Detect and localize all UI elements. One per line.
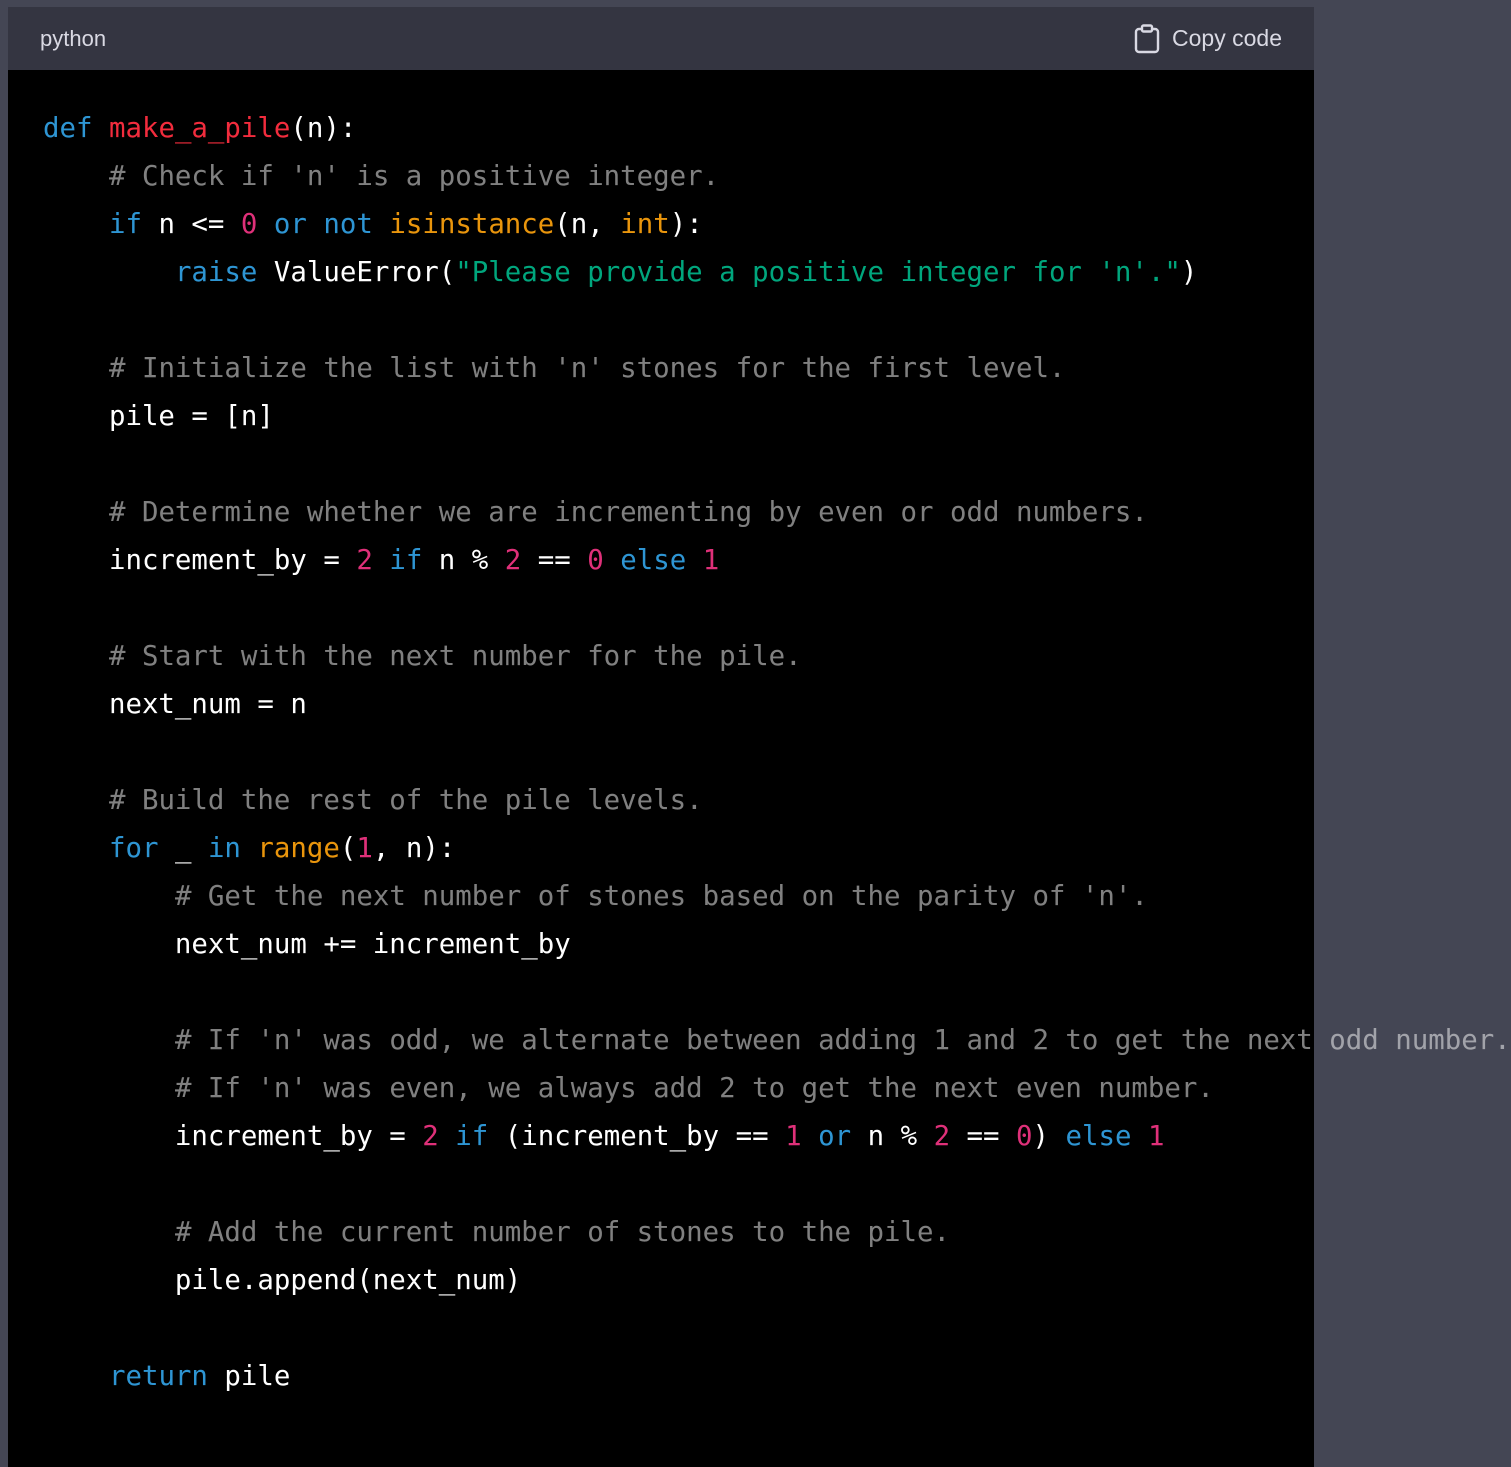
code-token: 2: [356, 545, 373, 576]
code-token: or: [273, 209, 307, 240]
code-token: return: [108, 1361, 208, 1392]
code-line: [43, 345, 1065, 393]
code-token: # If 'n' was odd, we alternate between adding 1 and 2 to get the next odd number.: [174, 1025, 1511, 1056]
code-line: [43, 1113, 1164, 1161]
code-token: [43, 1073, 175, 1104]
code-token: raise: [174, 257, 258, 288]
copy-code-button[interactable]: [1134, 24, 1282, 54]
code-token: [43, 257, 175, 288]
code-token: isinstance: [389, 209, 555, 240]
code-token: n <=: [141, 209, 241, 240]
code-token: pile = [n]: [43, 401, 274, 432]
code-token: next_num += increment_by: [43, 929, 571, 960]
code-token: , n):: [372, 833, 456, 864]
code-token: # Build the rest of the pile levels.: [108, 785, 703, 816]
code-token: make_a_pile: [108, 113, 291, 144]
code-token: [43, 209, 109, 240]
code-token: [43, 161, 109, 192]
code-token: _: [158, 833, 208, 864]
code-token: range: [257, 833, 340, 864]
code-line: [43, 681, 307, 729]
code-line: [43, 1017, 1511, 1065]
code-block: [8, 7, 1511, 1467]
code-token: # Check if 'n' is a positive integer.: [108, 161, 720, 192]
code-line: [43, 1065, 1214, 1113]
clipboard-icon: [1134, 24, 1160, 54]
code-line: [43, 249, 1197, 297]
code-line: [43, 201, 703, 249]
code-token: 2: [504, 545, 522, 576]
code-line: [43, 825, 455, 873]
code-line: [43, 633, 802, 681]
code-token: ): [1032, 1121, 1066, 1152]
code-token: (n):: [290, 113, 357, 144]
code-token: next_num = n: [43, 689, 307, 720]
copy-code-label: Copy code: [1172, 25, 1282, 51]
code-token: else: [1065, 1121, 1132, 1152]
code-token: n %: [851, 1121, 934, 1152]
code-token: [43, 1217, 175, 1248]
code-token: or: [818, 1121, 852, 1152]
code-token: [43, 497, 109, 528]
code-line: [43, 1257, 521, 1305]
code-line: [43, 537, 719, 585]
code-token: else: [620, 545, 687, 576]
code-line: [43, 777, 703, 825]
code-token: [241, 833, 258, 864]
code-token: # Start with the next number for the pile.: [108, 641, 802, 672]
code-token: increment_by =: [43, 1121, 423, 1152]
code-token: 0: [1016, 1121, 1033, 1152]
code-token: [802, 1121, 819, 1152]
code-token: [604, 545, 621, 576]
code-line: [43, 873, 1148, 921]
code-token: ValueError(: [257, 257, 456, 288]
code-token: [43, 1361, 109, 1392]
code-token: [43, 833, 109, 864]
code-line: [43, 393, 274, 441]
code-line: [43, 1209, 950, 1257]
code-token: ):: [669, 209, 703, 240]
code-token: (increment_by ==: [488, 1121, 786, 1152]
code-header: [8, 7, 1314, 70]
code-token: 1: [1147, 1121, 1165, 1152]
code-token: [686, 545, 703, 576]
code-line: [43, 489, 1148, 537]
code-token: [257, 209, 274, 240]
code-token: in: [207, 833, 241, 864]
code-token: 0: [240, 209, 258, 240]
code-token: [43, 785, 109, 816]
code-token: if: [389, 545, 423, 576]
code-line: [43, 105, 356, 153]
code-token: # Initialize the list with 'n' stones for the first level.: [108, 353, 1066, 384]
code-token: 2: [933, 1121, 951, 1152]
code-token: (: [339, 833, 357, 864]
code-token: (n,: [554, 209, 621, 240]
code-line: [43, 153, 719, 201]
code-line: [43, 921, 571, 969]
code-token: # If 'n' was even, we always add 2 to get the next even number.: [174, 1073, 1214, 1104]
code-token: 1: [356, 833, 373, 864]
code-token: ): [1180, 257, 1198, 288]
code-token: [373, 545, 390, 576]
code-token: if: [455, 1121, 489, 1152]
code-token: increment_by =: [43, 545, 357, 576]
code-token: [92, 113, 109, 144]
code-token: pile.append(next_num): [43, 1265, 522, 1296]
code-token: # Add the current number of stones to the pile.: [174, 1217, 950, 1248]
code-token: def: [43, 113, 93, 144]
language-label: python: [40, 25, 107, 51]
code-token: [1131, 1121, 1148, 1152]
code-token: # Determine whether we are incrementing by even or odd numbers.: [108, 497, 1148, 528]
code-token: for: [108, 833, 159, 864]
code-token: n %: [422, 545, 505, 576]
code-token: [307, 209, 324, 240]
code-token: if: [108, 209, 142, 240]
code-token: [43, 881, 175, 912]
code-token: 1: [785, 1121, 802, 1152]
code-token: pile: [207, 1361, 291, 1392]
code-token: "Please provide a positive integer for 'n'.": [455, 257, 1181, 288]
code-token: int: [620, 209, 670, 240]
code-token: [439, 1121, 456, 1152]
code-token: ==: [521, 545, 588, 576]
code-token: [43, 353, 109, 384]
code-token: # Get the next number of stones based on the parity of 'n'.: [174, 881, 1148, 912]
code-token: [43, 641, 109, 672]
code-token: not: [323, 209, 373, 240]
code-token: ==: [950, 1121, 1017, 1152]
code-token: 2: [422, 1121, 439, 1152]
code-token: [43, 1025, 175, 1056]
code-token: 0: [587, 545, 604, 576]
code-line: [43, 1353, 290, 1401]
code-token: 1: [702, 545, 720, 576]
code-token: [373, 209, 390, 240]
code-area[interactable]: [8, 70, 1511, 1467]
